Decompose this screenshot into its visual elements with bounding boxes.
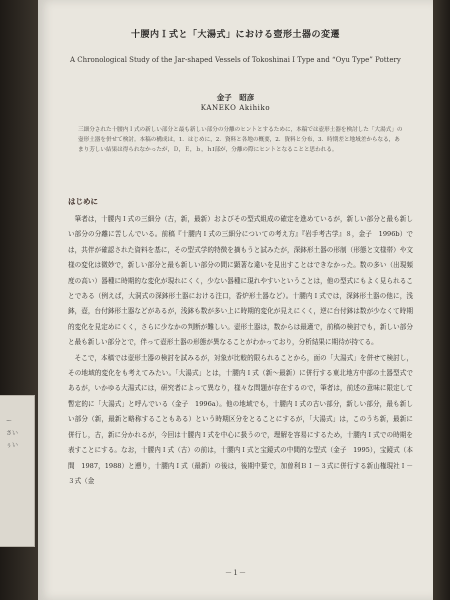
abstract: 三細分された十腰内Ｉ式の新しい部分と最も新しい部分の分離のヒントとするために，本稿では壺形土器を検討した「大湯式」の壺形土器を併せて検討。本稿の構成は，1．はじめに，2．資料と各地の概要，2．資料と分布，3．時期差と地域差からなる，あまり芳しい結果は得られなかったが，Ｄ，Ｅ，ｂ，ｈⅠ部が，分離の際にヒントとなることと思われる。: [78, 127, 403, 153]
desk-edge: [433, 0, 450, 600]
author-name-japanese: 金子 昭彦: [216, 93, 255, 102]
body-text: [68, 212, 413, 489]
section-heading: はじめに: [68, 197, 98, 206]
paper-title-japanese: 十腰内Ｉ式と「大湯式」における壺形土器の変遷: [130, 30, 340, 40]
side-tab-line: ー: [6, 418, 13, 425]
side-tab-line: ぅい: [6, 442, 19, 449]
paper-page: [38, 0, 433, 600]
side-tab-line: さい: [6, 430, 19, 437]
body-paragraph: 筆者は，十腰内Ｉ式の三細分（古，新，最新）およびその型式組成の確定を進めているが，新しい部分と最も新しい部分の分離に苦しんでいる。前稿『十腰内Ｉ式の三細分についての考え方』『岩手考古学』８，金子 1996b）では，共伴が確認された資料を基に，その型式学的特徴を摘もうと試みたが，深鉢形土器の形制（形態と文様帯）や文様の変化は微妙で，新しい部分と最も新しい部分の間に顕著な違いを見出すことはできなかった。数の多い（出現頻度の高い）器種に時期的な変化が現れにくく，少ない器種に現れやすいということは，他の型式にもよく見られることである（例えば，大洞式の深鉢形土器における注口，香炉形土器など）。十腰内Ｉ式では，深鉢形土器の他に，浅鉢，壺，台付鉢形土器などがあるが，浅鉢も数が多い上に時期的変化が見えにくく，逆に台付鉢は数が少なくて時期的変化を見定めにくく，さらに少なかの判断が難しい。壺形土器は，数からは最適で，前稿の検討でも，新しい部分と最も新しい部分とで，伴って壺形土器の形態が異なることがわかっており，分析結果に期待が持てる。: [68, 215, 413, 347]
page-number: －１－: [225, 569, 246, 577]
paper-title-english: A Chronological Study of the Jar-shaped Vessels of Tokoshinai I Type and “Oyu Type” Pottery: [70, 56, 401, 64]
side-tab-note: [0, 395, 35, 547]
author-name-english: KANEKO Akihiko: [200, 104, 271, 112]
body-paragraph: そこで，本稿では壺形土器の検討を試みるが，対象が比較的限られることから，面の「大湯式」を併せて検討し，その地域的変化をも考えてみたい。「大湯式」とは，十腰内Ｉ式（新～最新）に併行する東北地方中部の土器型式であるが，いかゆる大湯式には，研究者によって異なり，様々な問題が存在するので，筆者は，前述の意味に限定して暫定的に「大湯式」と呼んでいる（金子 1996a）。他の地域でも，十腰内Ｉ式の古い部分，新しい部分，最も新しい部分（新，最新と略称することもある）という時期区分をとることにするが，「大湯式」は，このうち新，最新に併行し，古，新に分かれるが，今回は十腰内Ｉ式を中心に扱うので，理解を容易にするため，十腰内Ｉ式での時期を表すことにする。なお，十腰内Ｉ式（古）の前は，十腰内Ｉ式と宝鏡式の中間的な型式（金子 1995），宝鏡式（本間 1987，1988）と遡り，十腰内Ｉ式（最新）の後は，後期中葉で，加曽利ＢＩ－３式に併行する新山権現社Ｉ－３式（金: [68, 353, 413, 485]
